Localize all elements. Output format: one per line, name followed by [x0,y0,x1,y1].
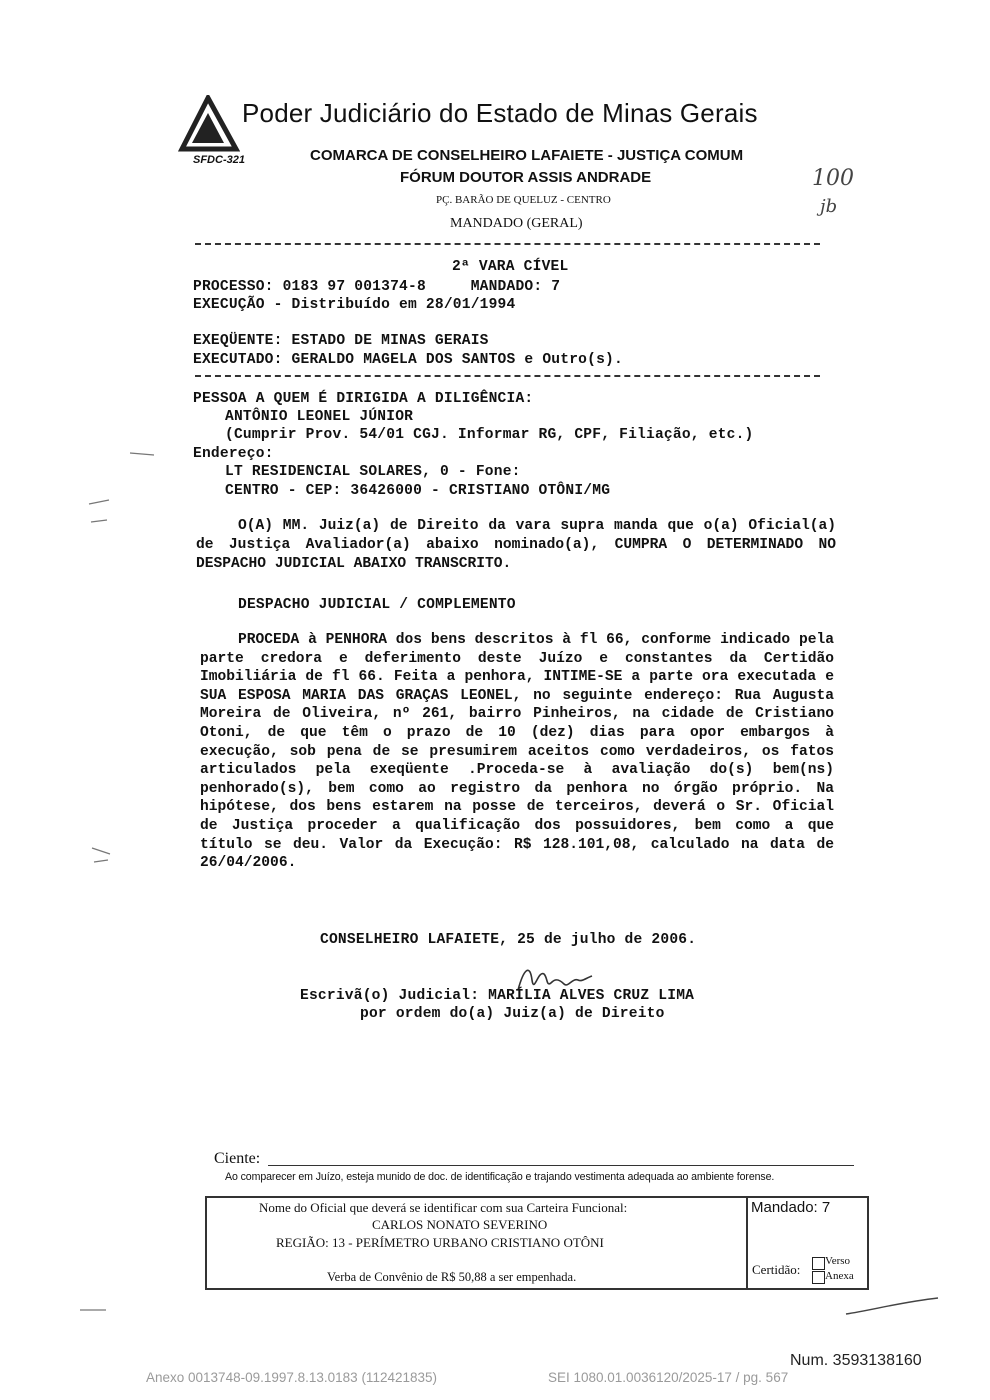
exequente-line: EXEQÜENTE: ESTADO DE MINAS GERAIS [193,333,489,349]
convenio-fee: Verba de Convênio de R$ 50,88 a ser empenhada. [327,1270,577,1284]
executado-line: EXECUTADO: GERALDO MAGELA DOS SANTOS e Outro(s). [193,352,623,368]
person-instructions: (Cumprir Prov. 54/01 CGJ. Informar RG, CPF, Filiação, etc.) [225,427,754,443]
processo-line: PROCESSO: 0183 97 001374-8 MANDADO: 7 [193,279,561,295]
officer-label: Nome do Oficial que deverá se identificar com sua Carteira Funcional: [259,1200,628,1215]
address-label: Endereço: [193,446,274,462]
margin-mark-icon [85,492,125,532]
address-line-1: LT RESIDENCIAL SOLARES, 0 - Fone: [225,464,521,480]
despacho-heading: DESPACHO JUDICIAL / COMPLEMENTO [238,597,516,613]
org-title: Poder Judiciário do Estado de Minas Gerais [242,98,758,128]
order-intro: O(A) MM. Juiz(a) de Direito da vara supra manda que o(a) Oficial(a) de Justiça Avaliador(a) abaixo nominado(a), CUMPRA O DETERMINADO NO DESPACHO JUDICIAL ABAIXO TRANSCRITO. [196,518,836,572]
handwritten-page-number: 100 [812,166,854,191]
ciente-label: Ciente: [214,1150,261,1167]
clerk-line: Escrivã(o) Judicial: MARÍLIA ALVES CRUZ LIMA [300,988,695,1004]
document-type: MANDADO (GERAL) [450,216,583,231]
sei-stamp: SEI 1080.01.0036120/2025-17 / pg. 567 [548,1370,789,1385]
divider-top [195,243,820,245]
court-address: PÇ. BARÃO DE QUELUZ - CENTRO [436,194,611,206]
margin-mark-icon [88,840,128,870]
mandado-number: Mandado: 7 [751,1199,831,1216]
document-number: Num. 3593138160 [790,1352,922,1369]
despacho-text: PROCEDA à PENHORA dos bens descritos à fl 66, conforme indicado pela parte credora e deferimento deste Juízo e constantes da Certidão Imobiliária de fl 66. Feita a penhora, INTIME-SE a parte ora executada e SUA ESPOSA MARIA DAS GRAÇAS LEONEL, no seguinte endereço: Rua Augusta Moreira de Oliveira, nº 261, bairro Pinheiros, na cidade de Cristiano Otoni, de que têm o prazo de 10 (dez) dias para opor embargos à execução, sob pena de se presumirem aceitos como verdadeiros, os fatos articulados pela exeqüente .Proceda-se à avaliação do(s) bem(ns) penhorado(s), bem como ao registro da penhora no órgão próprio. Na hipótese, dos bens estarem na posse de terceiros, deverá o Sr. Oficial de Justiça proceder a qualificação dos possuidores, bem como a que título se deu. Valor da Execução: R$ 128.101,08, calculado na data de 26/04/2006. [200,632,834,872]
officer-box-divider [746,1196,748,1288]
comarca-heading: COMARCA DE CONSELHEIRO LAFAIETE - JUSTIÇA COMUM [310,147,744,164]
officer-region: REGIÃO: 13 - PERÍMETRO URBANO CRISTIANO OTÔNI [276,1235,604,1250]
margin-mark-icon [78,1300,118,1320]
person-heading: PESSOA A QUEM É DIRIGIDA A DILIGÊNCIA: [193,391,534,407]
anexa-checkbox[interactable] [812,1271,825,1284]
certidao-label: Certidão: [752,1262,801,1277]
handwritten-initials: jb [820,196,838,217]
person-name: ANTÔNIO LEONEL JÚNIOR [225,409,414,425]
vara: 2ª VARA CÍVEL [452,259,569,275]
form-code: SFDC-321 [193,154,245,166]
divider-middle [195,375,820,377]
verso-label: Verso [825,1255,851,1267]
execucao-line: EXECUÇÃO - Distribuído em 28/01/1994 [193,297,516,313]
anexo-stamp: Anexo 0013748-09.1997.8.13.0183 (112421835) [146,1370,438,1385]
ciente-signature-line [268,1165,854,1166]
margin-mark-icon [128,443,168,463]
verso-checkbox[interactable] [812,1257,825,1270]
court-logo-icon [178,95,240,153]
margin-mark-icon [842,1294,942,1324]
anexa-label: Anexa [825,1270,854,1282]
forensic-notice: Ao comparecer em Juízo, esteja munido de doc. de identificação e trajando vestimenta adequada ao ambiente forense. [225,1171,775,1183]
forum-heading: FÓRUM DOUTOR ASSIS ANDRADE [400,169,652,186]
officer-name: CARLOS NONATO SEVERINO [372,1217,548,1232]
place-date: CONSELHEIRO LAFAIETE, 25 de julho de 2006. [320,932,697,948]
address-line-2: CENTRO - CEP: 36426000 - CRISTIANO OTÔNI/MG [225,483,611,499]
by-order-line: por ordem do(a) Juiz(a) de Direito [360,1006,665,1022]
